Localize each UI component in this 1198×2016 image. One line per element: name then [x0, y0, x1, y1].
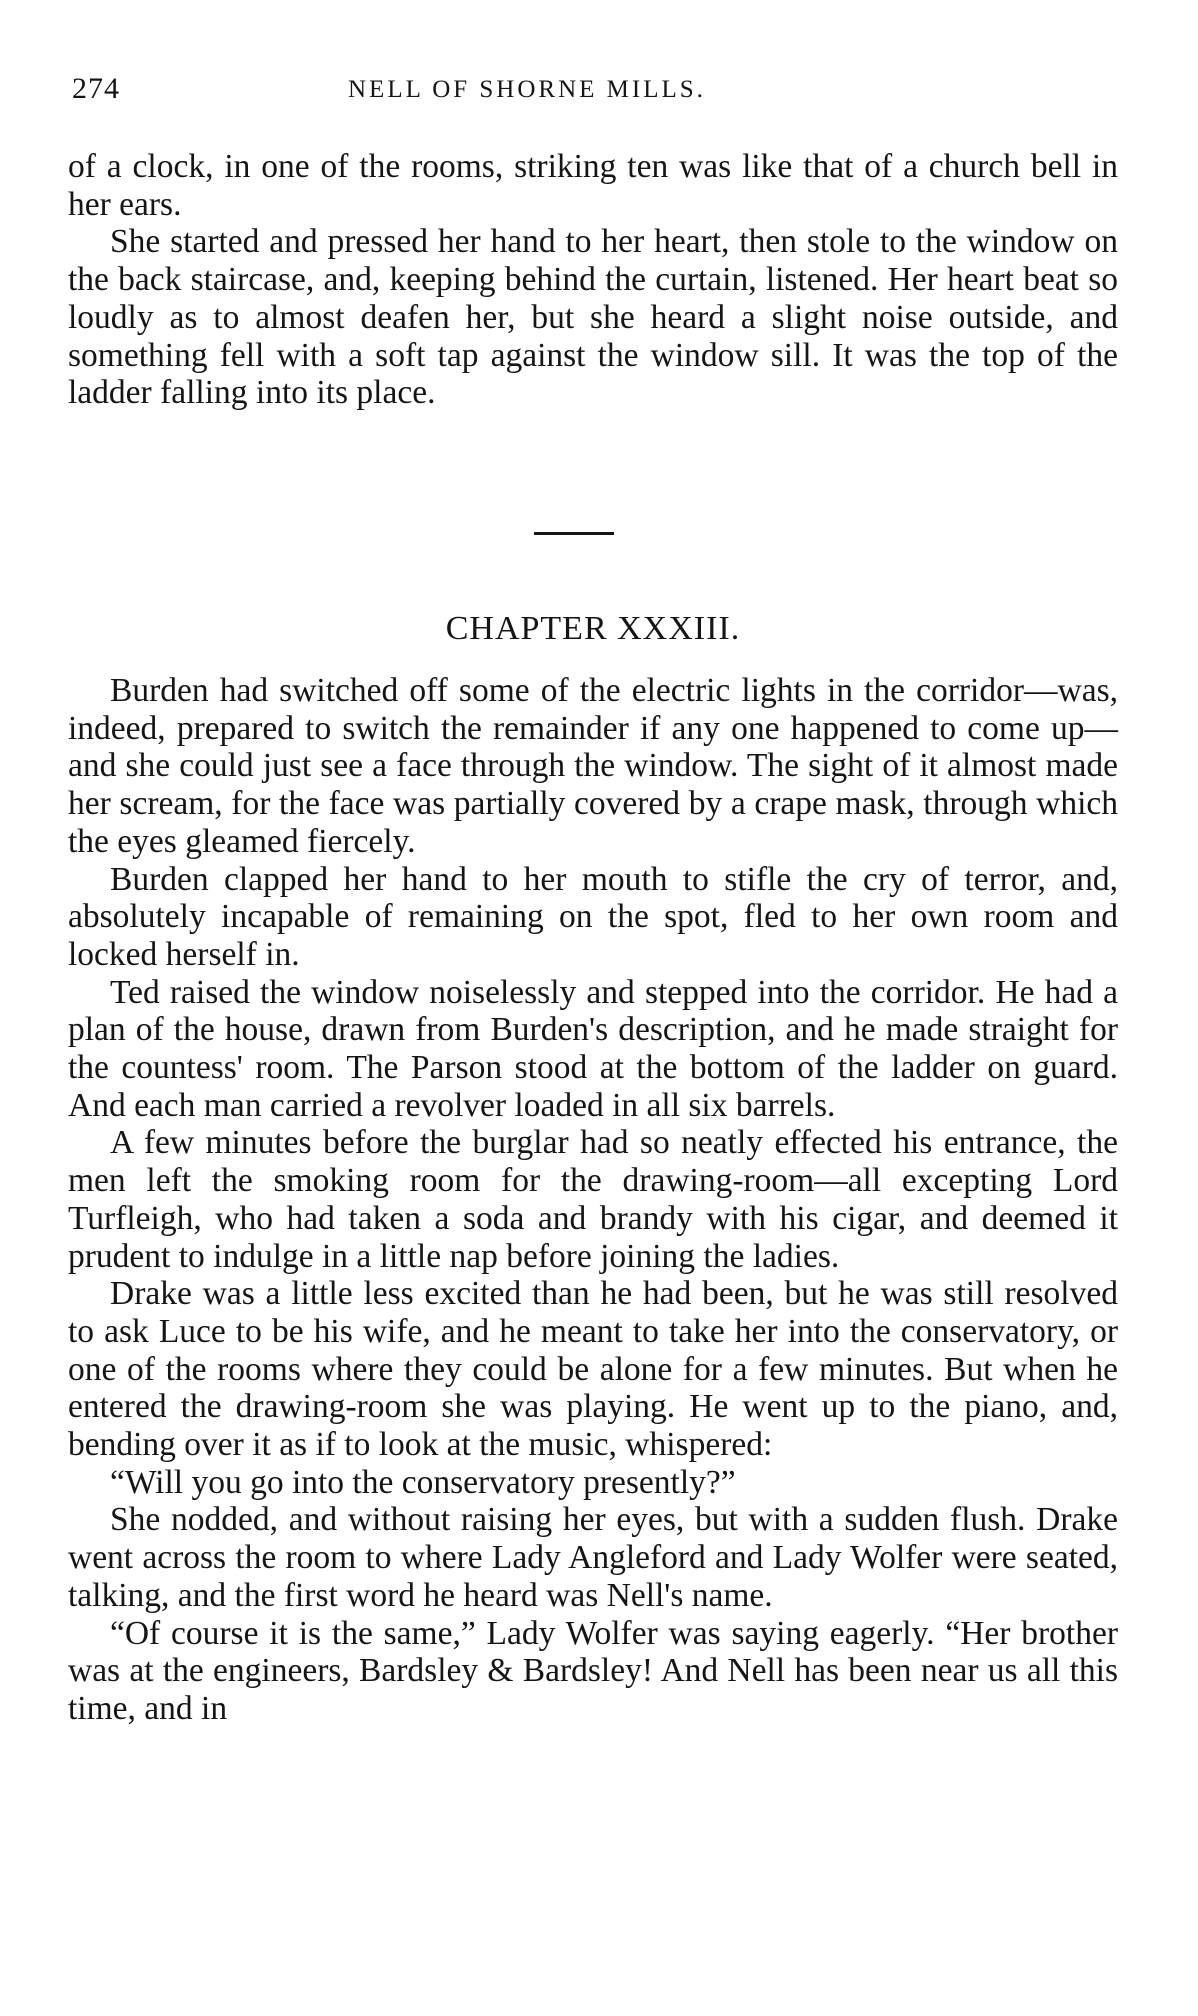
book-page — [68, 0, 1118, 2016]
paragraph: “Of course it is the same,” Lady Wolfer was saying eagerly. “Her brother was at the engineers, Bardsley & Bardsley! And Nell has been near us all this time, and in — [68, 1614, 1118, 1727]
section-before-chapter — [68, 148, 1118, 412]
book-title: NELL OF SHORNE MILLS. — [348, 76, 706, 103]
paragraph: Drake was a little less excited than he had been, but he was still resolved to ask Luce to be his wife, and he meant to take her into the conservatory, or one of the rooms where they could be alone for a few minutes. But when he entered the drawing-room she was playing. He went up to the piano, and, bending over it as if to look at the music, whispered: — [68, 1275, 1118, 1464]
paragraph: Burden clapped her hand to her mouth to stifle the cry of terror, and, absolutely incapable of remaining on the spot, fled to her own room and locked herself in. — [68, 860, 1118, 973]
paragraph: “Will you go into the conservatory presently?” — [110, 1463, 736, 1501]
chapter-body — [68, 672, 1118, 1728]
page-number: 274 — [72, 72, 120, 105]
paragraph: Burden had switched off some of the electric lights in the corridor—was, indeed, prepared to switch the remainder if any one happened to come up—and she could just see a face through the window. The sight of it almost made her scream, for the face was partially covered by a crape mask, through which the eyes gleamed fiercely. — [68, 672, 1118, 860]
paragraph: A few minutes before the burglar had so neatly effected his entrance, the men left the smoking room for the drawing-room—all excepting Lord Turfleigh, who had taken a soda and brandy with his cigar, and deemed it prudent to indulge in a little nap before joining the ladies. — [68, 1124, 1118, 1275]
paragraph: She nodded, and without raising her eyes, but with a sudden flush. Drake went across the room to where Lady Angleford and Lady Wolfer were seated, talking, and the first word he heard was Nell's name. — [68, 1501, 1118, 1614]
running-head — [68, 72, 1118, 112]
paragraph: of a clock, in one of the rooms, striking ten was like that of a church bell in her ears. — [68, 148, 1118, 223]
paragraph: She started and pressed her hand to her heart, then stole to the window on the back staircase, and, keeping behind the curtain, listened. Her heart beat so loudly as to almost deafen her, but she heard a slight noise outside, and something fell with a soft tap against the window sill. It was the top of the ladder falling into its place. — [68, 223, 1118, 412]
chapter-title: CHAPTER XXXIII. — [445, 610, 741, 647]
scene-break-rule — [534, 532, 614, 535]
paragraph: Ted raised the window noiselessly and stepped into the corridor. He had a plan of the house, drawn from Burden's description, and he made straight for the countess' room. The Parson stood at the bottom of the ladder on guard. And each man carried a revolver loaded in all six barrels. — [68, 973, 1118, 1124]
